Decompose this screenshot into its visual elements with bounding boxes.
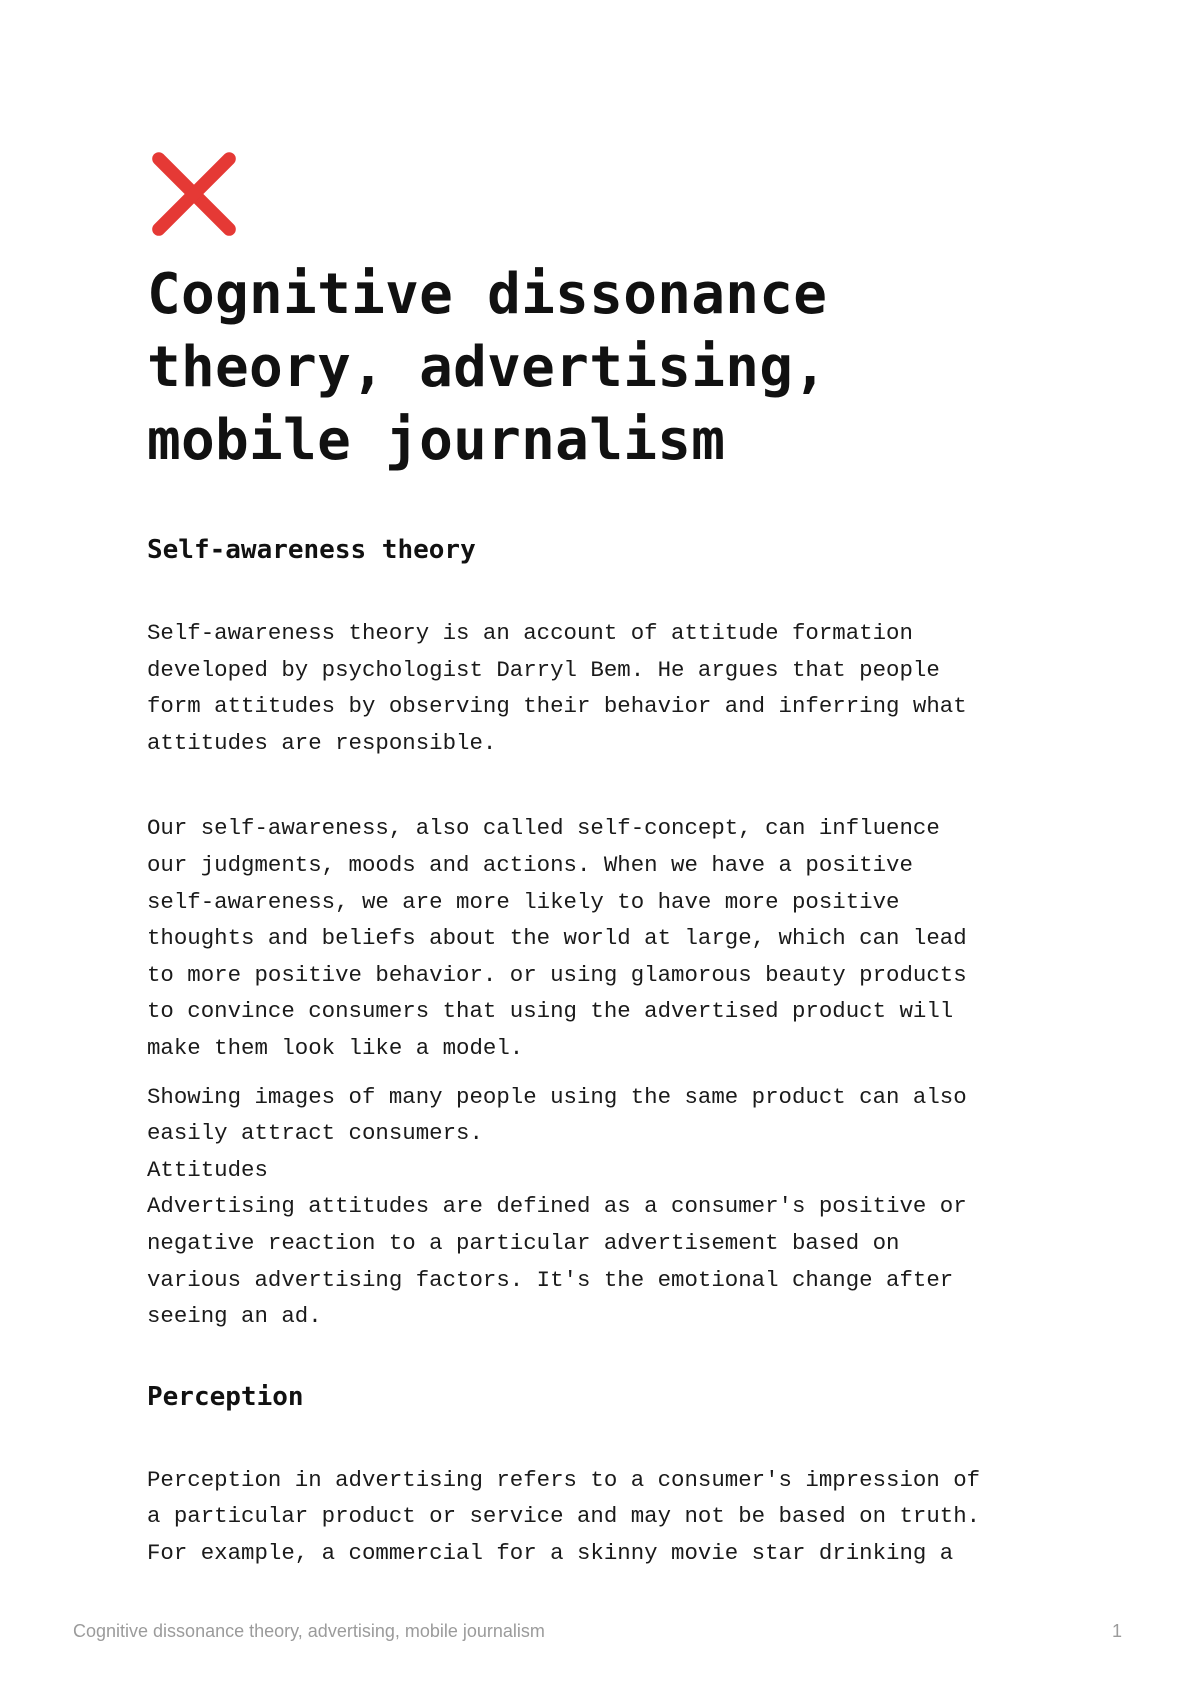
paragraph-perception: Perception in advertising refers to a consumer's impression of a particular product or service and may not be based on truth. For example, a commercial for a skinny movie star drinking a xyxy=(147,1466,981,1566)
cross-mark-icon xyxy=(150,150,238,238)
cross-mark-strokes xyxy=(159,159,229,229)
footer-page-number: 1 xyxy=(1111,1621,1122,1641)
paragraph-attitudes: Showing images of many people using the same product can also easily attract consumers. Attitudes Advertising attitudes are defined as a consumer's positive or negative reaction to a particular advertisement based on various advertising factors. It's the emotional change after seeing an ad. xyxy=(147,1083,967,1330)
section-heading-perception: Perception xyxy=(147,1381,304,1412)
page-footer xyxy=(73,1621,1122,1642)
page-content xyxy=(147,150,1067,1571)
section-heading-self-awareness: Self-awareness theory xyxy=(147,535,476,565)
page-title: Cognitive dissonance theory, advertising, mobile journalism xyxy=(147,262,828,473)
paragraph-self-awareness-definition: Self-awareness theory is an account of attitude formation developed by psychologist Darryl Bem. He argues that people form attitudes by observing their behavior and inferring what attitudes are responsible. xyxy=(147,620,967,756)
footer-title: Cognitive dissonance theory, advertising, mobile journalism xyxy=(73,1621,545,1641)
paragraph-self-concept: Our self-awareness, also called self-concept, can influence our judgments, moods and actions. When we have a positive self-awareness, we are more likely to have more positive thoughts and beliefs about the world at large, which can lead to more positive behavior. or using glamorous beauty products to convince consumers that using the advertised product will make them look like a model. xyxy=(147,815,967,1061)
